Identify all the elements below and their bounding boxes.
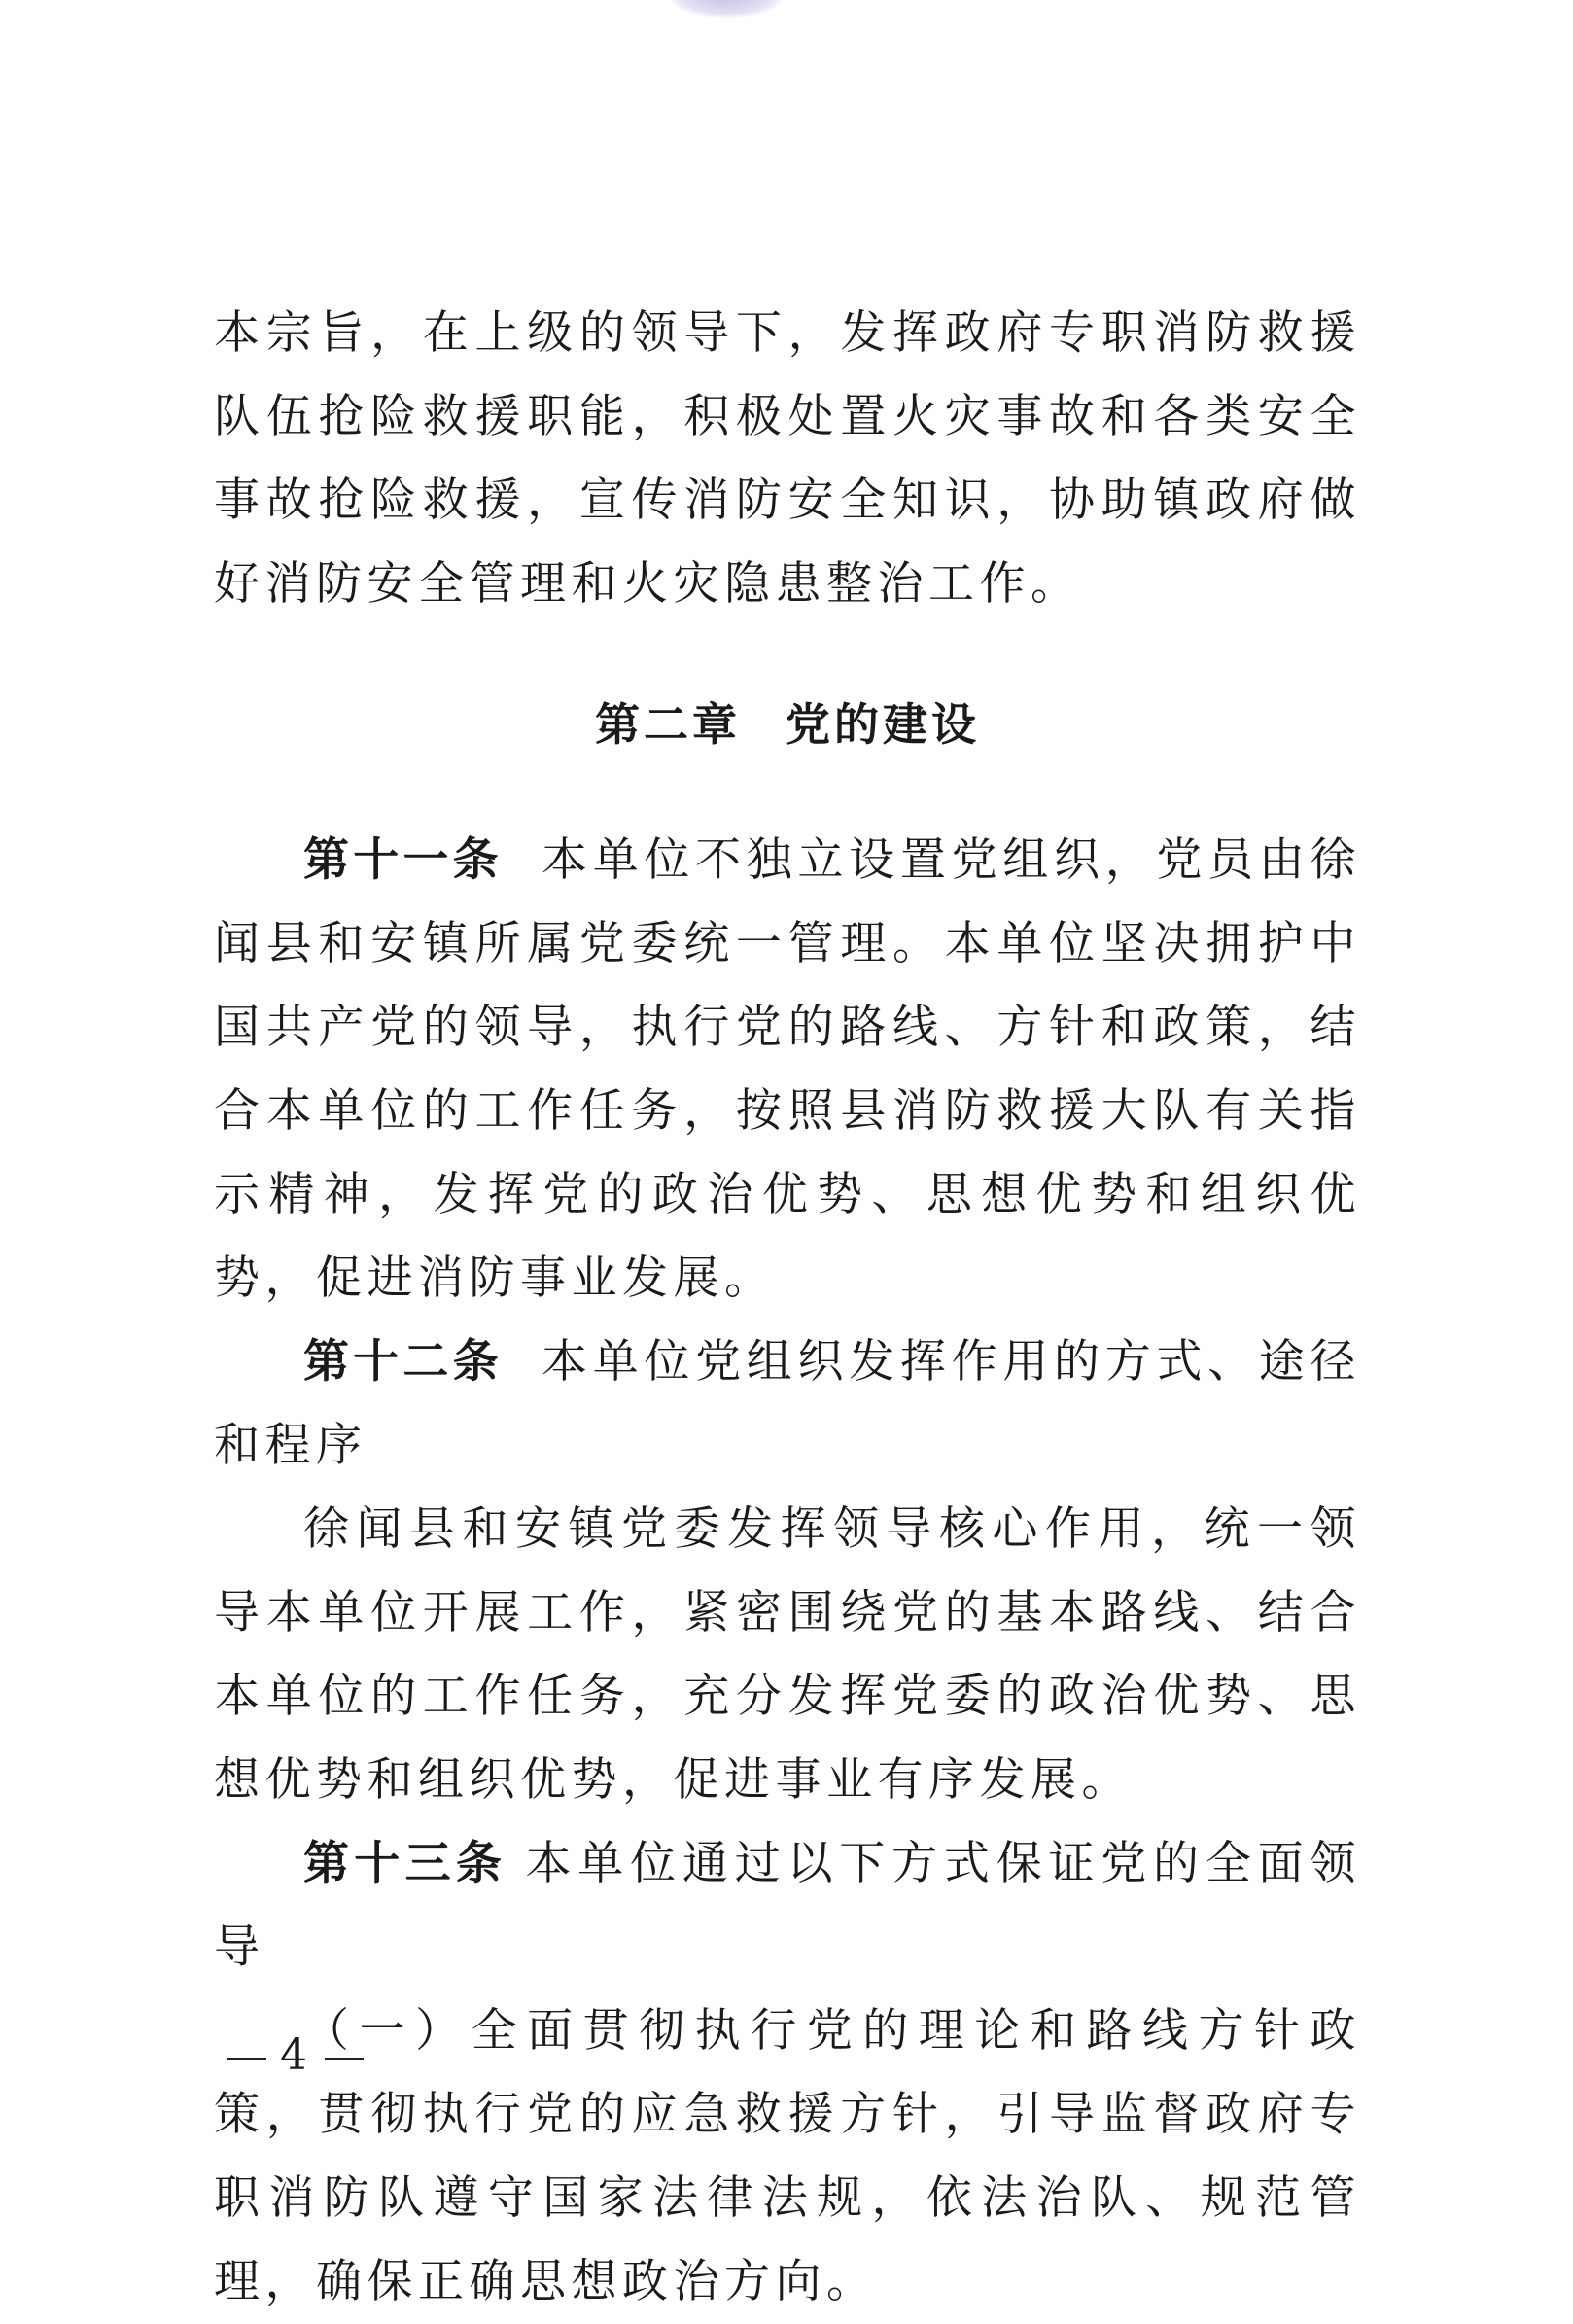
chapter-title: 党的建设 (786, 698, 980, 751)
article-13-body: 本单位通过以下方式保证党的全面领导 (214, 1837, 1362, 1974)
page-footer (214, 2030, 377, 2080)
footer-dash-left (227, 2058, 266, 2060)
article-11 (214, 819, 1361, 1320)
article-12-head: 第十二条 (303, 1335, 503, 1389)
document-body (214, 292, 1361, 2324)
article-11-head: 第十一条 (303, 833, 503, 887)
article-13-detail: （一）全面贯彻执行党的理论和路线方针政策，贯彻执行党的应急救援方针，引导监督政府专职消防队遵守国家法律法规，依法治队、规范管理，确保正确思想政治方向。 (214, 2004, 1361, 2308)
article-11-body: 本单位不独立设置党组织，党员由徐闻县和安镇所属党委统一管理。本单位坚决拥护中国共产党的领导，执行党的路线、方针和政策，结合本单位的工作任务，按照县消防救援大队有关指示精神，发挥党的政治优势、思想优势和组织优势，促进消防事业发展。 (214, 833, 1362, 1305)
page-number: 4 (280, 2030, 311, 2080)
intro-paragraph: 本宗旨，在上级的领导下，发挥政府专职消防救援队伍抢险救援职能，积极处置火灾事故和各类安全事故抢险救援，宣传消防安全知识，协助镇政府做好消防安全管理和火灾隐患整治工作。 (214, 306, 1361, 611)
article-13 (214, 1822, 1361, 1989)
footer-dash-right (325, 2058, 364, 2060)
chapter-heading (214, 683, 1361, 766)
article-12-detail: 徐闻县和安镇党委发挥领导核心作用，统一领导本单位开展工作，紧密围绕党的基本路线、结合本单位的工作任务，充分发挥党委的政治优势、思想优势和组织优势，促进事业有序发展。 (214, 1502, 1361, 1807)
article-13-head: 第十三条 (303, 1837, 507, 1890)
article-12-body: 本单位党组织发挥作用的方式、途径和程序 (214, 1335, 1362, 1472)
chapter-number: 第二章 (595, 698, 741, 751)
article-12 (214, 1320, 1361, 1488)
scan-artifact (671, 0, 783, 18)
